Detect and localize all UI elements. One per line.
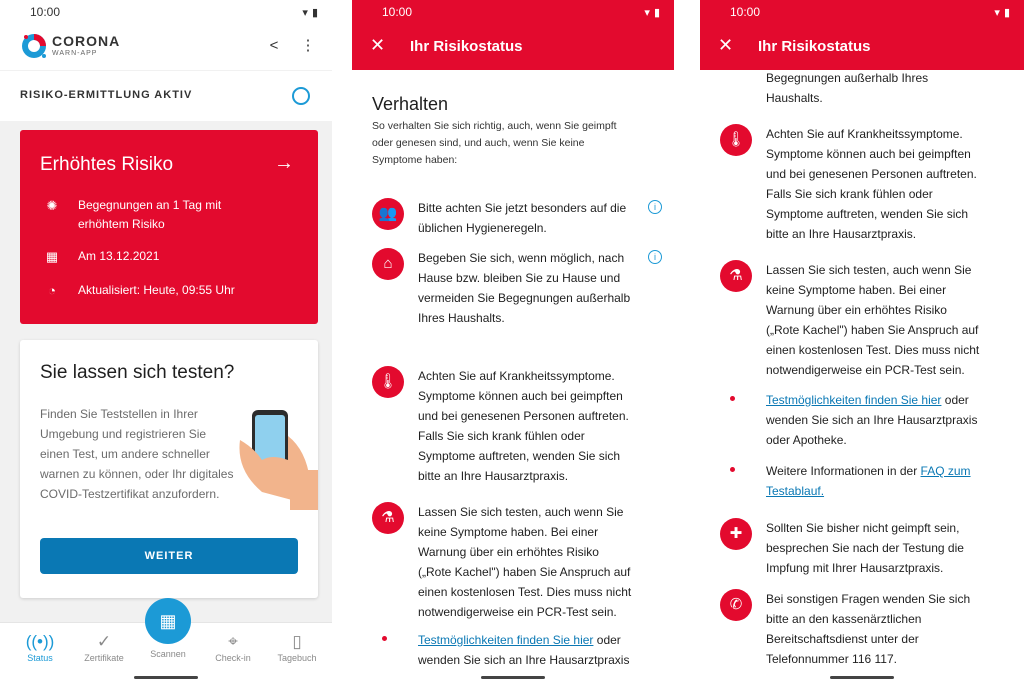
thermometer-icon: 🌡: [372, 366, 404, 398]
nav-status-label: Status: [27, 653, 53, 663]
section-heading: Verhalten: [372, 94, 449, 114]
vaccine-text: Sollten Sie bisher nicht geimpft sein, besprechen Sie nach der Testung die Impfung mit Ihrer Hausarztpraxis.: [766, 521, 964, 575]
clock-refresh-icon: ◔: [48, 283, 56, 298]
encounters-text: Begegnungen an 1 Tag mit erhöhtem Risiko: [78, 198, 222, 231]
test-location-text: [766, 390, 992, 450]
bullet-dot: [730, 467, 735, 472]
wifi-icon: ▾: [994, 6, 1000, 19]
test-location-text: [418, 630, 644, 670]
info-icon[interactable]: i: [648, 250, 662, 264]
battery-icon: ▮: [653, 6, 660, 19]
flask-icon: ⚗: [720, 260, 752, 292]
date-row: [44, 247, 268, 266]
calendar-icon: ▦: [45, 249, 59, 264]
nav-scan-label: Scannen: [150, 649, 186, 659]
phone-status-screen: [0, 0, 332, 683]
clock: 10:00: [382, 5, 413, 19]
syringe-icon: ✚: [720, 518, 752, 550]
share-icon[interactable]: <: [269, 37, 279, 54]
wifi-icon: ▾: [644, 6, 650, 19]
nav-checkin-label: Check-in: [215, 653, 251, 663]
home-tail-text: Begegnungen außerhalb Ihres Haushalts.: [766, 71, 929, 105]
qr-code-icon: ▦: [159, 611, 177, 631]
faq-prefix: Weitere Informationen in der: [766, 464, 921, 478]
hand-phone-illustration-icon: [232, 400, 318, 510]
risk-detection-ring-icon: [292, 87, 310, 105]
status-bar: [352, 0, 674, 24]
clock: 10:00: [730, 5, 761, 19]
screen-title: Ihr Risikostatus: [410, 38, 523, 55]
brand-subtitle: WARN-APP: [52, 50, 98, 57]
battery-icon: ▮: [311, 6, 318, 19]
arrow-right-icon: →: [274, 152, 294, 174]
home-text: Begeben Sie sich, wenn möglich, nach Hause bzw. bleiben Sie zu Hause und vermeiden Sie Begegnungen außerhalb Ihres Haushalts.: [418, 251, 631, 325]
nav-status[interactable]: [10, 631, 70, 663]
test-location-rest: oder wenden Sie sich an Ihre Hausarztpraxis oder Apotheke.: [766, 393, 978, 447]
date-text: Am 13.12.2021: [78, 249, 160, 263]
test-text: Lassen Sie sich testen, auch wenn Sie keine Symptome haben. Bei einer Warnung über ein erhöhtes Risiko („Rote Kachel") haben Sie Anspruch auf einen kostenlosen Test. Dies muss nicht notwendigerweise ein PCR-Test sein.: [418, 505, 632, 619]
status-bar: [0, 0, 332, 24]
gesture-bar: [481, 676, 545, 679]
brand-name: CORONA: [52, 33, 121, 49]
phone-risk-status-scrolled: [700, 0, 1024, 683]
encounters-row: [44, 196, 268, 234]
home-icon: ⌂: [372, 248, 404, 280]
status-bar: [700, 0, 1024, 24]
wifi-icon: ▾: [302, 6, 308, 19]
section-subheading: So verhalten Sie sich richtig, auch, wenn Sie geimpft oder genesen sind, und auch, wenn Sie keine Symptome haben:: [372, 120, 617, 166]
more-menu-icon[interactable]: ⋮: [300, 37, 316, 54]
test-card: [20, 340, 318, 598]
flask-icon: ⚗: [372, 502, 404, 534]
test-card-body: Finden Sie Teststellen in Ihrer Umgebung und registrieren Sie einen Test, um andere schneller warnen zu können, oder Ihr digitales COVID-Testzertifikat anzufordern.: [40, 407, 234, 501]
bullet-dot: [730, 396, 735, 401]
test-location-rest: oder wenden Sie sich an Ihre Hausarztpraxis: [418, 633, 630, 667]
test-text: Lassen Sie sich testen, auch wenn Sie keine Symptome haben. Bei einer Warnung über ein erhöhtes Risiko („Rote Kachel") haben Sie Anspruch auf einen kostenlosen Test. Dies muss nicht notwendigerweise ein PCR-Test sein.: [766, 263, 980, 377]
test-location-link[interactable]: Testmöglichkeiten finden Sie hier: [418, 633, 594, 647]
app-bar: [352, 24, 674, 70]
nav-scan[interactable]: [138, 649, 198, 659]
updated-text: Aktualisiert: Heute, 09:55 Uhr: [78, 283, 235, 297]
risk-card[interactable]: [20, 130, 318, 324]
book-icon: ▯: [292, 632, 302, 651]
nav-certificates[interactable]: [74, 631, 134, 663]
scan-qr-button[interactable]: [145, 598, 191, 644]
app-header: [0, 24, 332, 70]
check-circle-icon: ✓: [96, 632, 112, 651]
updated-row: [44, 281, 268, 300]
info-icon[interactable]: i: [648, 200, 662, 214]
hygiene-text: Bitte achten Sie jetzt besonders auf die üblichen Hygieneregeln.: [418, 201, 627, 235]
location-pin-icon: ⌖: [228, 632, 238, 651]
risk-detection-strip[interactable]: [0, 70, 332, 121]
status-icons: [644, 6, 660, 19]
corona-logo-icon: [20, 32, 48, 60]
faq-text: [766, 461, 992, 501]
close-icon[interactable]: ✕: [370, 35, 386, 55]
people-icon: 👥: [372, 198, 404, 230]
broadcast-icon: ((•)): [25, 632, 55, 651]
symptoms-text: Achten Sie auf Krankheitssymptome. Symptome können auch bei geimpften und bei genesenen Personen auftreten. Falls Sie sich krank fühlen oder Symptome auftreten, wenden Sie sich bitte an Ihre Hausarztpraxis.: [766, 127, 977, 241]
gesture-bar: [134, 676, 198, 679]
nav-diary-label: Tagebuch: [277, 653, 317, 663]
phone-text: Bei sonstigen Fragen wenden Sie sich bitte an den kassenärztlichen Bereitschaftsdienst unter der Telefonnummer 116 117.: [766, 592, 971, 666]
symptoms-text: Achten Sie auf Krankheitssymptome. Symptome können auch bei geimpften und bei genesenen Personen auftreten. Falls Sie sich krank fühlen oder Symptome auftreten, wenden Sie sich bitte an Ihre Hausarztpraxis.: [418, 369, 629, 483]
close-icon[interactable]: ✕: [718, 35, 734, 55]
screen-title: Ihr Risikostatus: [758, 38, 871, 55]
status-icons: [994, 6, 1010, 19]
test-location-link[interactable]: Testmöglichkeiten finden Sie hier: [766, 393, 942, 407]
risk-card-title: Erhöhtes Risiko: [40, 154, 174, 175]
phone-risk-status-top: [352, 0, 674, 683]
faq-link[interactable]: FAQ zum Testablauf.: [766, 464, 971, 498]
phone-icon: ✆: [720, 589, 752, 621]
continue-button[interactable]: WEITER: [40, 538, 298, 574]
clock: 10:00: [30, 5, 61, 19]
battery-icon: ▮: [1003, 6, 1010, 19]
virus-icon: ✺: [46, 198, 58, 213]
risk-detection-label: RISIKO-ERMITTLUNG AKTIV: [20, 89, 193, 101]
thermometer-icon: 🌡: [720, 124, 752, 156]
nav-certificates-label: Zertifikate: [84, 653, 124, 663]
status-icons: [302, 6, 318, 19]
nav-checkin[interactable]: [203, 631, 263, 663]
bullet-dot: [382, 636, 387, 641]
nav-diary[interactable]: [267, 631, 327, 663]
app-bar: [700, 24, 1024, 70]
gesture-bar: [830, 676, 894, 679]
test-card-title: Sie lassen sich testen?: [40, 362, 235, 383]
